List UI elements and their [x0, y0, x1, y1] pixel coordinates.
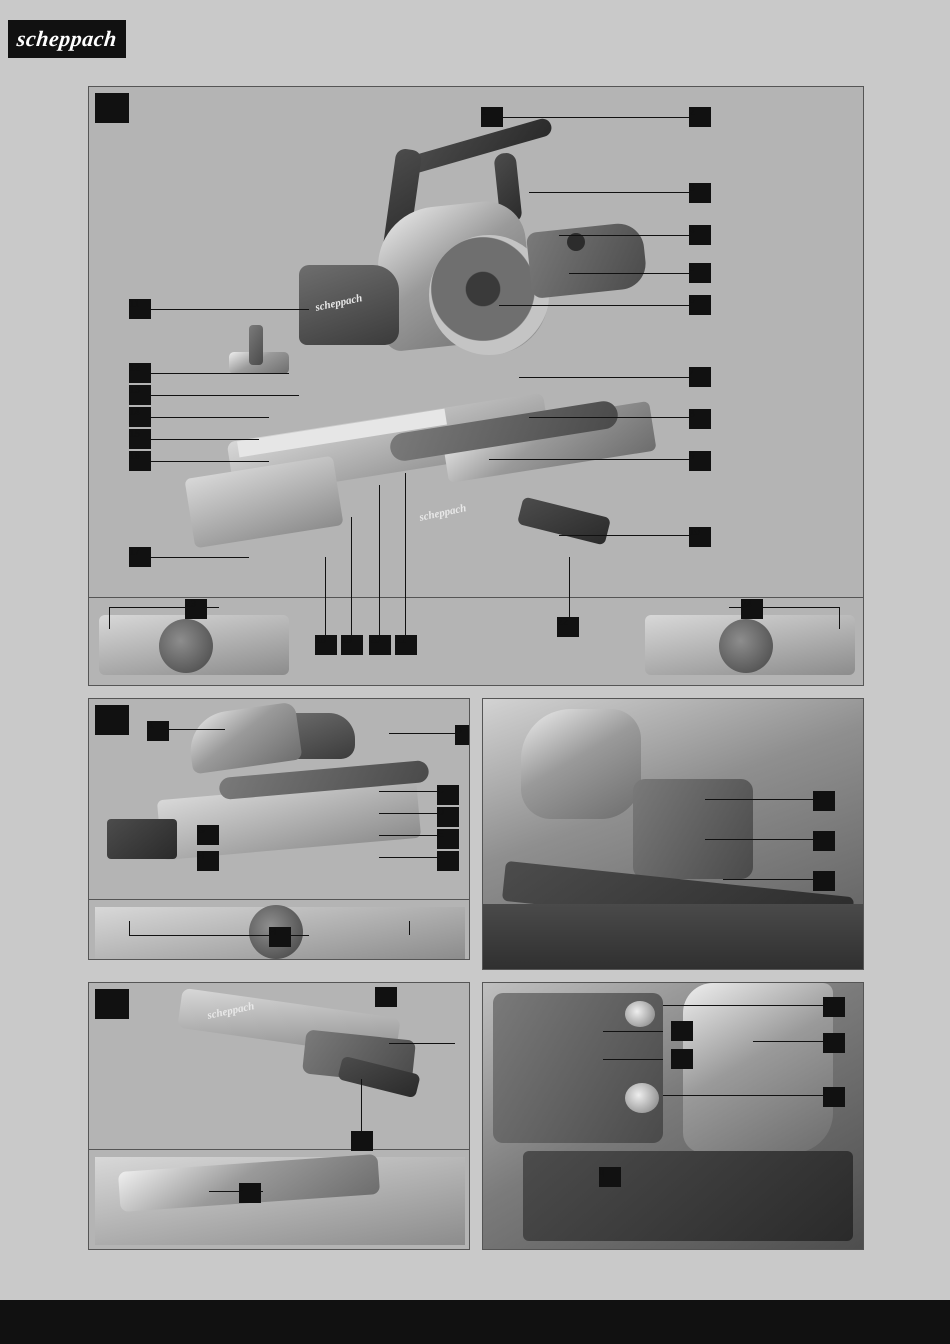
header-bar: [0, 0, 950, 78]
callout-2[interactable]: 2: [689, 107, 711, 127]
fig2-callout-c[interactable]: C: [437, 785, 459, 805]
fig5-leader-2: [753, 1041, 823, 1042]
leader-2: [529, 192, 689, 193]
fig4-leader-1: [389, 1043, 455, 1044]
leader-15: [149, 461, 269, 462]
footer-bar: [0, 1300, 950, 1344]
scheppach-logo: [8, 20, 126, 58]
fig2-leader-7b: [129, 921, 130, 935]
leader-10: [149, 309, 309, 310]
figure-1: [88, 86, 864, 686]
base-left: [184, 456, 343, 549]
fig2-leader-7c: [409, 921, 410, 935]
fig4-divider: [89, 1149, 469, 1150]
fig3-callout-a[interactable]: a: [813, 791, 835, 811]
callout-20[interactable]: 20: [369, 635, 391, 655]
leader-18: [351, 517, 352, 635]
figure-1-number: [95, 93, 129, 123]
fig5-leader-4: [603, 1031, 663, 1032]
leader-8: [489, 459, 689, 460]
fig4-brand: scheppach: [206, 1000, 256, 1022]
fig2-callout-i[interactable]: H: [269, 927, 291, 947]
callout-7[interactable]: 7: [689, 367, 711, 387]
fig3-leader-3: [723, 879, 815, 880]
leader-19: [379, 485, 380, 635]
fig2-left-detail: [107, 819, 177, 859]
fig2-callout-a[interactable]: A: [147, 721, 169, 741]
fig5-callout-t[interactable]: r: [671, 1049, 693, 1069]
fig5-guard: [683, 983, 833, 1153]
leader-13: [149, 417, 269, 418]
detail-left-knob: [159, 619, 213, 673]
fig4-leader-2: [361, 1079, 362, 1133]
fig4-callout-x[interactable]: x: [375, 987, 397, 1007]
figure-2: [88, 698, 470, 960]
callout-19[interactable]: 19: [341, 635, 363, 655]
leader-4: [569, 273, 689, 274]
clamp-rod: [249, 325, 263, 365]
callout-18[interactable]: 18: [315, 635, 337, 655]
fig5-callout-r[interactable]: r: [823, 1087, 845, 1107]
leader-12: [149, 395, 299, 396]
saw-handle: [404, 117, 553, 176]
fig3-leader-2: [705, 839, 815, 840]
fig2-blade-guard: [185, 702, 302, 775]
leader-17: [325, 557, 326, 635]
callout-14[interactable]: 14: [129, 407, 151, 427]
callout-11[interactable]: 11: [129, 299, 151, 319]
callout-10[interactable]: 10: [689, 527, 711, 547]
fig3-bracket: [633, 779, 753, 879]
leader-3: [559, 235, 689, 236]
callout-1[interactable]: 1: [481, 107, 503, 127]
figure-2-number: [95, 705, 129, 735]
fig5-callout-u[interactable]: q: [599, 1167, 621, 1187]
detail-right-knob: [719, 619, 773, 673]
fig3-callout-c[interactable]: c: [813, 871, 835, 891]
callout-4[interactable]: 4: [689, 225, 711, 245]
callout-9[interactable]: 9: [689, 451, 711, 471]
fig2-leader-2: [389, 733, 455, 734]
body-brand: scheppach: [418, 502, 468, 524]
fig2-divider: [89, 899, 469, 900]
figure-4-number: [95, 989, 129, 1019]
leader-1: [489, 117, 689, 118]
figure-3: [482, 698, 864, 970]
figure-4: [88, 982, 470, 1250]
leader-14: [149, 439, 259, 440]
fig5-callout-s[interactable]: s: [671, 1021, 693, 1041]
figure-5: [482, 982, 864, 1250]
dust-bag-brand: scheppach: [314, 292, 364, 314]
leader-22b: [109, 607, 110, 629]
leader-6: [519, 377, 689, 378]
callout-24[interactable]: 24: [741, 599, 763, 619]
callout-23[interactable]: 23: [185, 599, 207, 619]
callout-17[interactable]: 17: [129, 547, 151, 567]
fig5-callout-p[interactable]: p: [823, 997, 845, 1017]
fig2-callout-g[interactable]: G: [197, 825, 219, 845]
leader-9: [559, 535, 689, 536]
leader-23b: [839, 607, 840, 629]
callout-3[interactable]: 3: [689, 183, 711, 203]
fig3-leader-1: [705, 799, 815, 800]
fig2-callout-e[interactable]: E: [437, 829, 459, 849]
leader-11: [149, 373, 289, 374]
leader-21: [569, 557, 570, 625]
leader-5: [499, 305, 689, 306]
fig5-callout-q[interactable]: q: [823, 1033, 845, 1053]
leader-16: [149, 557, 249, 558]
fig5-leader-1: [663, 1005, 823, 1006]
callout-13[interactable]: 13: [129, 385, 151, 405]
fig2-callout-h[interactable]: H: [197, 851, 219, 871]
fig2-callout-b[interactable]: B: [455, 725, 470, 745]
fig3-table-surface: [483, 904, 864, 970]
callout-16[interactable]: 16: [129, 451, 151, 471]
fig5-leader-3: [663, 1095, 823, 1096]
fig2-callout-d[interactable]: D: [437, 807, 459, 827]
fig4-callout-y[interactable]: y: [351, 1131, 373, 1151]
inset-divider-left: [89, 597, 863, 598]
fig4-callout-z[interactable]: z: [239, 1183, 261, 1203]
fig5-bolt-top: [625, 1001, 655, 1027]
fig3-callout-b[interactable]: b: [813, 831, 835, 851]
clamp-lever: [517, 497, 611, 546]
fig5-leader-5: [603, 1059, 663, 1060]
fig2-callout-f[interactable]: F: [437, 851, 459, 871]
leader-7: [529, 417, 689, 418]
callout-6[interactable]: 6: [689, 295, 711, 315]
callout-5[interactable]: 5: [689, 263, 711, 283]
fig3-hand: [521, 709, 641, 819]
brand-name: scheppach: [15, 26, 119, 51]
leader-20: [405, 473, 406, 635]
callout-22[interactable]: 22: [557, 617, 579, 637]
callout-8[interactable]: 8: [689, 409, 711, 429]
callout-12[interactable]: 12: [129, 363, 151, 383]
motor-housing: [526, 221, 648, 299]
callout-15[interactable]: 15: [129, 429, 151, 449]
fig5-bolt-bottom: [625, 1083, 659, 1113]
callout-21[interactable]: 21: [395, 635, 417, 655]
fig5-table: [523, 1151, 853, 1241]
